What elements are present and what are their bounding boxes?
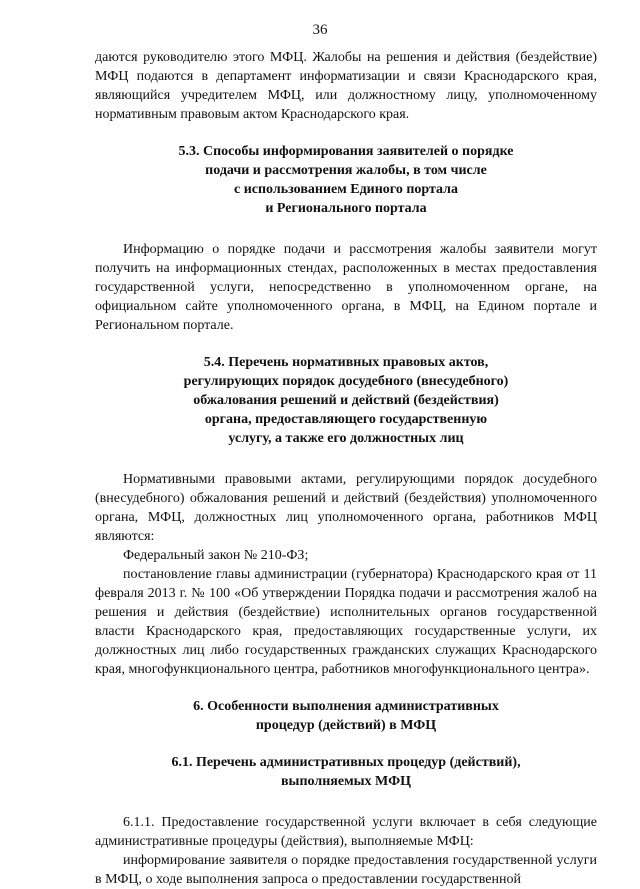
section-5-3-paragraph: Информацию о порядке подачи и рассмотрения жалобы заявители могут получить на информационных стендах, расположенных в местах предоставления государственной услуги, непосредственно в уполномоченном органе, на официальном сайте уполномоченного органа, в МФЦ, на Едином портале и Региональном портале.: [95, 242, 597, 333]
heading-line: подачи и рассмотрения жалобы, в том числе: [205, 163, 487, 178]
section-6-heading: [95, 697, 597, 735]
heading-line: обжалования решений и действий (бездействия): [193, 393, 499, 408]
section-5-4-item-2: постановление главы администрации (губернатора) Краснодарского края от 11 февраля 2013 г. № 100 «Об утверждении Порядка подачи и рассмотрения жалоб на решения и действия (бездействие) исполнительных органов государственной власти Краснодарского края, предоставляющих государственные услуги, их должностных лиц либо государственных гражданских служащих Краснодарского края, многофункционального центра, работников многофункционального центра».: [95, 567, 597, 677]
heading-line: и Регионального портала: [265, 201, 427, 216]
heading-line: процедур (действий) в МФЦ: [255, 718, 437, 733]
heading-line: 5.3. Способы информирования заявителей о порядке: [178, 144, 514, 159]
heading-line: выполняемых МФЦ: [281, 774, 411, 789]
heading-line: 5.4. Перечень нормативных правовых актов,: [203, 355, 489, 370]
section-5-4-heading: [95, 353, 597, 448]
intro-paragraph: даются руководителю этого МФЦ. Жалобы на решения и действия (бездействие) МФЦ подаются в департамент информатизации и связи Краснодарского края, являющийся учредителем МФЦ, или должностному лицу, уполномоченному нормативным правовым актом Краснодарского края.: [95, 50, 597, 122]
section-6-1-item-1: информирование заявителя о порядке предоставления государственной услуги в МФЦ, о ходе выполнения запроса о предоставлении государственной: [95, 853, 597, 887]
heading-line: регулирующих порядок досудебного (внесудебного): [183, 374, 509, 389]
heading-line: 6. Особенности выполнения административных: [193, 699, 499, 714]
page-number: 36: [312, 22, 328, 38]
heading-line: органа, предоставляющего государственную: [204, 412, 488, 427]
heading-line: с использованием Единого портала: [233, 182, 459, 197]
section-6-1-heading: [95, 753, 597, 791]
section-6-1-paragraph: 6.1.1. Предоставление государственной услуги включает в себя следующие административные процедуры (действия), выполняемые МФЦ:: [95, 815, 597, 849]
section-5-3-heading: [95, 142, 597, 218]
section-5-4-paragraph: Нормативными правовыми актами, регулирующими порядок досудебного (внесудебного) обжалования решений и действий (бездействия) уполномоченного органа, МФЦ, должностных лиц уполномоченного органа, работников МФЦ являются:: [95, 472, 597, 544]
page-content: [95, 48, 597, 889]
heading-line: услугу, а также его должностных лиц: [228, 431, 464, 446]
section-5-4-item-1: Федеральный закон № 210-ФЗ;: [123, 548, 309, 563]
heading-line: 6.1. Перечень административных процедур (действий),: [171, 755, 521, 770]
